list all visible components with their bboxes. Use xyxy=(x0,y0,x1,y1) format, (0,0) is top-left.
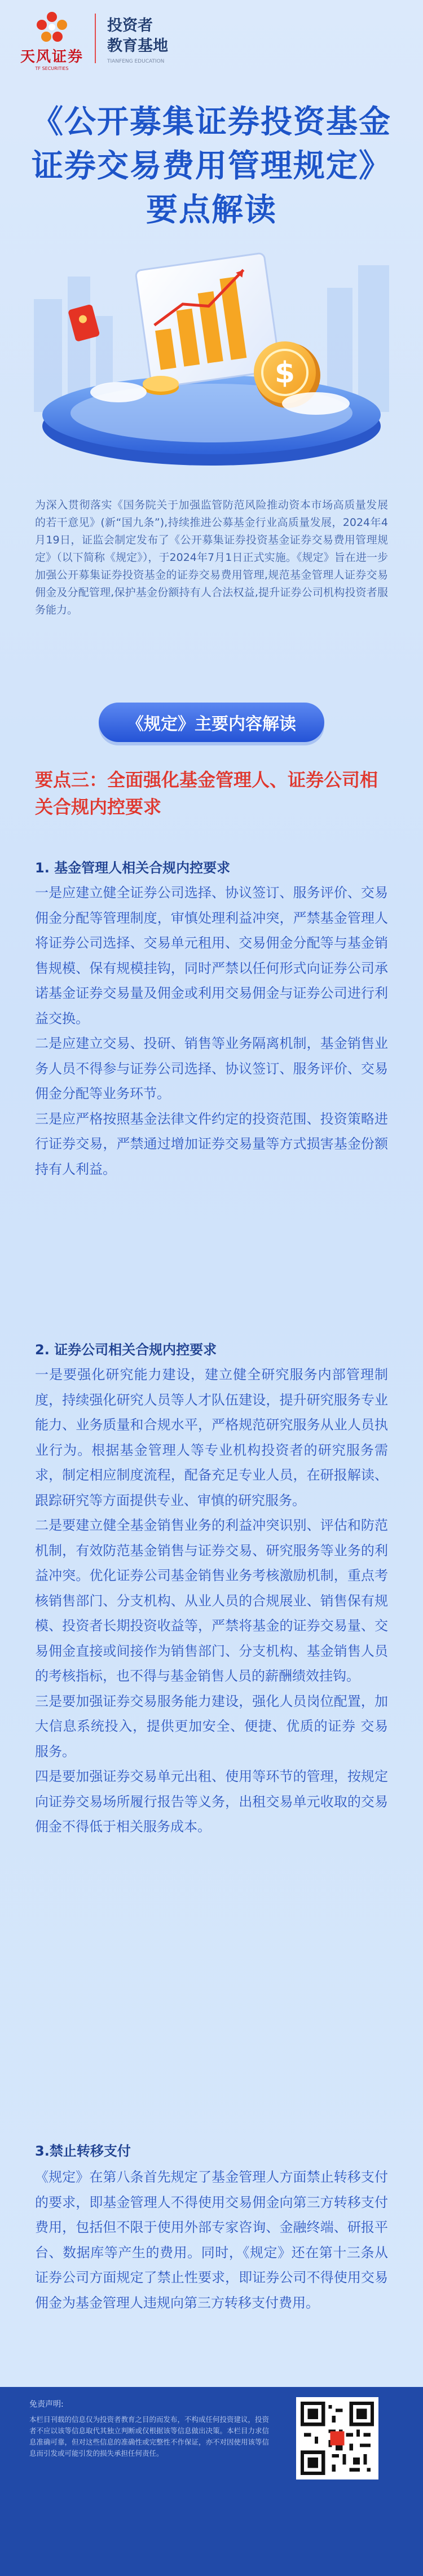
section-1-para-1: 一是应建立健全证券公司选择、协议签订、服务评价、交易佣金分配等管理制度，审慎处理利益冲突，严禁基金管理人将证券公司选择、交易单元租用、交易佣金分配等与基金销售规模、保有规模挂钩，同时严禁以任何形式向证券公司承诺基金证券交易量及佣金或利用交易佣金与证券公司进行利益交换。 xyxy=(35,885,388,1026)
page-title xyxy=(17,100,406,232)
disclaimer-text: 本栏目刊载的信息仅为投资者教育之目的而发布，不构成任何投资建议，投资者不应以该等信息取代其独立判断或仅根据该等信息做出决策。本栏目力求信息准确可靠，但对这些信息的准确性或完整性不作保证，亦不对因使用该等信息而引发或可能引发的损失承担任何责任。 xyxy=(29,2415,270,2457)
section-2-para-1: 一是要强化研究能力建设，建立健全研究服务内部管理制度，持续强化研究人员等人才队伍建设，提升研究服务专业能力、业务质量和合规水平，严格规范研究服务从业人员执业行为。根据基金管理人等专业机构投资者的研究服务需求，制定相应制度流程，配备充足专业人员，在研报解读、跟踪研究等方面提供专业、审慎的研究服务。 xyxy=(35,1367,388,1508)
logo-block xyxy=(20,10,83,71)
logo-subtext: TF SECURITIES xyxy=(35,66,69,71)
section-heading-1: 1. 基金管理人相关合规内控要求 xyxy=(35,860,231,876)
section-pill: 《规定》主要内容解读 xyxy=(99,703,324,742)
section-heading-3: 3.禁止转移支付 xyxy=(35,2143,131,2159)
logo-text: 天风证券 xyxy=(20,49,84,65)
brand-header xyxy=(20,10,168,71)
qr-code-icon[interactable] xyxy=(296,2397,378,2480)
intro-paragraph: 为深入贯彻落实《国务院关于加强监管防范风险推动资本市场高质量发展的若干意见》(新“国九条”),持续推进公募基金行业高质量发展，2024年4月19日，证监会制定发布了《公开募集证券投资基金证券交易费用管理规定》（以下简称《规定》），于2024年7月1日正式实施。《规定》旨在进一步加强公开募集证券投资基金的证券交易费用管理,规范基金管理人证券交易佣金及分配管理,保护基金份额持有人合法权益,提升证券公司机构投资者服务能力。 xyxy=(35,499,388,616)
edu-title-line1: 投资者 xyxy=(107,17,153,34)
section-2-para-4: 四是要加强证券交易单元出租、使用等环节的管理，按规定向证券交易场所履行报告等义务，出租交易单元收取的交易佣金不得低于相关服务成本。 xyxy=(35,1768,388,1835)
hero-illustration xyxy=(0,231,423,480)
section-2-para-2: 二是要建立健全基金销售业务的利益冲突识别、评估和防范机制，有效防范基金销售与证券交易、研究服务等业务的利益冲突。优化证券公司基金销售业务考核激励机制，重点考核销售部门、分支机构、从业人员的合规展业、销售保有规模、投资者长期投资收益等，严禁将基金的证券交易量、交易佣金直接或间接作为销售部门、分支机构、基金销售人员的考核指标，也不得与基金销售人员的薪酬绩效挂钩。 xyxy=(35,1517,388,1684)
title-line-2: 证券交易费用管理规定》 xyxy=(32,148,391,185)
small-coin-icon xyxy=(143,376,179,395)
section-1-para-3: 三是应严格按照基金法律文件约定的投资范围、投资策略进行证券交易，严禁通过增加证券交易量等方式损害基金份额持有人利益。 xyxy=(35,1111,388,1177)
section-1-para-2: 二是应建立交易、投研、销售等业务隔离机制，基金销售业务人员不得参与证券公司选择、协议签订、服务评价、交易佣金分配等业务环节。 xyxy=(35,1035,388,1102)
key-point-title: 要点三：全面强化基金管理人、证券公司相关合规内控要求 xyxy=(35,769,378,818)
svg-text:$: $ xyxy=(274,356,296,390)
disclaimer-title: 免责声明: xyxy=(29,2400,64,2409)
edu-block xyxy=(107,10,168,64)
section-3-para-1: 《规定》在第八条首先规定了基金管理人方面禁止转移支付的要求，即基金管理人不得使用交易佣金向第三方转移支付费用，包括但不限于使用外部专家咨询、金融终端、研报平台、数据库等产生的费用。同时，《规定》还在第十三条从证券公司方面规定了禁止性要求，即证券公司不得使用交易佣金为基金管理人违规向第三方转移支付费用。 xyxy=(35,2169,388,2311)
header-divider xyxy=(95,14,96,63)
footer xyxy=(0,2387,423,2576)
edu-title-line2: 教育基地 xyxy=(107,37,169,55)
section-2-para-3: 三是要加强证券交易服务能力建设，强化人员岗位配置，加大信息系统投入，提供更加安全、便捷、优质的证券 交易服务。 xyxy=(35,1693,388,1759)
section-body-2 xyxy=(35,1362,388,1840)
section-body-3 xyxy=(35,2165,388,2315)
section-heading-2: 2. 证券公司相关合规内控要求 xyxy=(35,1342,217,1358)
section-body-1 xyxy=(35,880,388,1182)
edu-subtitle: TIANFENG EDUCATION xyxy=(107,59,165,64)
title-line-1: 《公开募集证券投资基金 xyxy=(32,104,391,141)
tianfeng-logo-icon xyxy=(35,10,69,44)
title-line-3: 要点解读 xyxy=(146,192,277,229)
